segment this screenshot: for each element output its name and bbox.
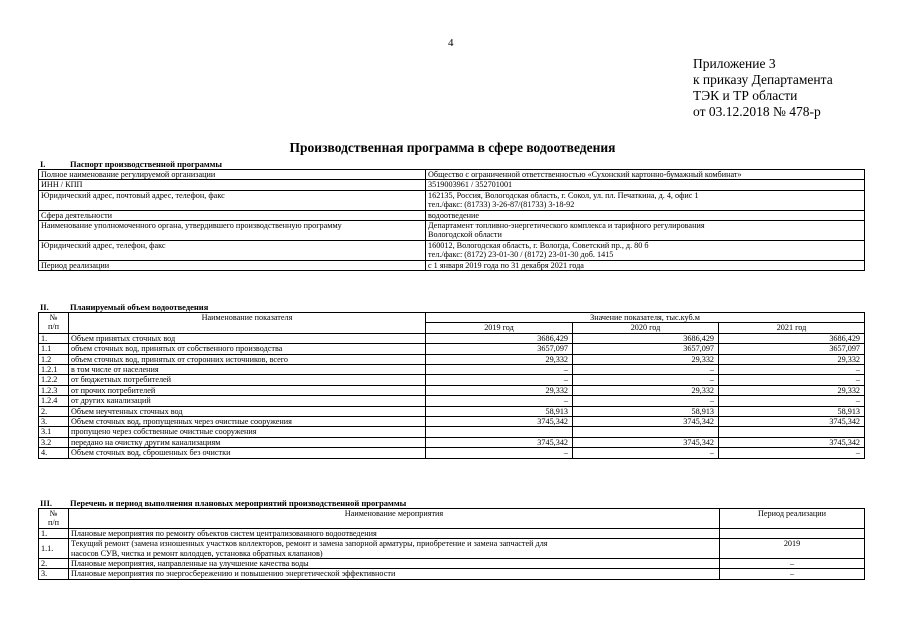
section-1-heading: [38, 159, 222, 169]
row-number: 1.2: [39, 354, 69, 364]
measure-name: Плановые мероприятия, направленные на улучшение качества воды: [69, 559, 720, 569]
value-line: 160012, Вологодская область, г. Вологда, Советский пр., д. 80 б: [428, 240, 649, 250]
value-2021: –: [719, 396, 865, 406]
measures-table: [38, 508, 865, 580]
value-2019: 3686,429: [426, 333, 573, 343]
passport-table: [38, 169, 865, 271]
row-number: 2.: [39, 406, 69, 416]
header-num-line: п/п: [47, 518, 60, 528]
row-number: 3.: [39, 417, 69, 427]
value-2019: 58,913: [426, 406, 573, 416]
appendix-line: к приказу Департамента: [693, 72, 833, 87]
row-number: 1.2.4: [39, 396, 69, 406]
value-2021: 3657,097: [719, 344, 865, 354]
appendix-line: ТЭК и ТР области: [693, 88, 798, 103]
value-2021: 3745,342: [719, 437, 865, 447]
value-2020: –: [573, 375, 719, 385]
table-row: [39, 569, 865, 579]
table-row: [39, 333, 865, 343]
header-num-line: №: [49, 509, 58, 518]
header-year: 2020 год: [573, 323, 719, 333]
value-2020: 3657,097: [573, 344, 719, 354]
table-row: [39, 260, 865, 270]
value-2021: 29,332: [719, 354, 865, 364]
passport-value: Общество с ограниченной ответственностью «Сухонский картонно-бумажный комбинат»: [426, 170, 865, 180]
header-period: Период реализации: [720, 509, 865, 529]
row-number: 1.1: [39, 344, 69, 354]
document-title: Производственная программа в сфере водоотведения: [289, 140, 616, 155]
indicator-name: Объем сточных вод, сброшенных без очистки: [69, 448, 426, 458]
passport-label: ИНН / КПП: [39, 180, 426, 190]
indicator-name: передано на очистку другим канализациям: [69, 437, 426, 447]
section-title: Перечень и период выполнения плановых мероприятий производственной программы: [70, 498, 407, 508]
measure-period: [720, 528, 865, 538]
value-2021: –: [719, 365, 865, 375]
value-2019: –: [426, 365, 573, 375]
value-2020: –: [573, 396, 719, 406]
section-title: Планируемый объем водоотведения: [70, 302, 209, 312]
section-2-heading: [38, 302, 208, 312]
value-2019: 29,332: [426, 385, 573, 395]
measure-name: [69, 539, 720, 559]
value-2021: [719, 427, 865, 437]
table-row: [39, 427, 865, 437]
table-row: [39, 437, 865, 447]
section-title: Паспорт производственной программы: [70, 159, 223, 169]
passport-value: [426, 190, 865, 210]
appendix-note: [693, 56, 833, 120]
indicator-name: Объем неучтенных сточных вод: [69, 406, 426, 416]
table-row: [39, 448, 865, 458]
value-2020: 29,332: [573, 385, 719, 395]
value-line: Вологодской области: [428, 230, 502, 240]
table-header-row: [39, 313, 865, 323]
measure-period: –: [720, 569, 865, 579]
table-row: [39, 344, 865, 354]
measure-name: Плановые мероприятия по энергосбережению и повышению энергетической эффективности: [69, 569, 720, 579]
value-2019: 3745,342: [426, 417, 573, 427]
indicator-name: Объем принятых сточных вод: [69, 333, 426, 343]
passport-label: Наименование уполномоченного органа, утвердившего производственную программу: [39, 221, 426, 241]
table-row: [39, 365, 865, 375]
header-year: 2019 год: [426, 323, 573, 333]
value-2019: –: [426, 448, 573, 458]
table-header-row: [39, 509, 865, 529]
table-row: [39, 240, 865, 260]
passport-label: Юридический адрес, почтовый адрес, телефон, факс: [39, 190, 426, 210]
indicator-name: в том числе от населения: [69, 365, 426, 375]
table-row: [39, 528, 865, 538]
row-number: 1.2.1: [39, 365, 69, 375]
measure-name: Плановые мероприятия по ремонту объектов систем централизованного водоотведения: [69, 528, 720, 538]
passport-label: Сфера деятельности: [39, 210, 426, 220]
passport-label: Период реализации: [39, 260, 426, 270]
row-number: 4.: [39, 448, 69, 458]
value-2020: –: [573, 448, 719, 458]
table-row: [39, 539, 865, 559]
row-number: 3.1: [39, 427, 69, 437]
value-2020: –: [573, 365, 719, 375]
header-num: [39, 313, 69, 334]
passport-value: [426, 240, 865, 260]
passport-value: водоотведение: [426, 210, 865, 220]
row-number: 1.: [39, 333, 69, 343]
value-2021: 3745,342: [719, 417, 865, 427]
value-2020: [573, 427, 719, 437]
value-2021: –: [719, 448, 865, 458]
section-3-heading: [38, 498, 406, 508]
indicator-name: от прочих потребителей: [69, 385, 426, 395]
measure-line: насосов СУВ, чистка и ремонт колодцев, установка обратных клапанов): [71, 548, 323, 558]
value-2019: 3657,097: [426, 344, 573, 354]
passport-value: 3519003961 / 352701001: [426, 180, 865, 190]
value-2020: 3686,429: [573, 333, 719, 343]
page-number: 4: [448, 37, 454, 49]
measure-line: Текущий ремонт (замена изношенных участков коллекторов, ремонт и замена запорной арматуры, приобретение и замена запчастей для: [71, 539, 548, 549]
indicator-name: пропущено через собственные очистные сооружения: [69, 427, 426, 437]
table-row: [39, 190, 865, 210]
header-num-line: №: [49, 313, 58, 322]
table-row: [39, 210, 865, 220]
table-row: [39, 221, 865, 241]
appendix-line: от 03.12.2018 № 478-р: [693, 104, 821, 119]
header-name: Наименование мероприятия: [69, 509, 720, 529]
table-row: [39, 375, 865, 385]
measure-period: –: [720, 559, 865, 569]
passport-value: с 1 января 2019 года по 31 декабря 2021 года: [426, 260, 865, 270]
value-2019: 29,332: [426, 354, 573, 364]
value-2021: 58,913: [719, 406, 865, 416]
indicator-name: объем сточных вод, принятых от сторонних источников, всего: [69, 354, 426, 364]
value-2019: –: [426, 396, 573, 406]
passport-label: Юридический адрес, телефон, факс: [39, 240, 426, 260]
value-2021: 3686,429: [719, 333, 865, 343]
indicator-name: от бюджетных потребителей: [69, 375, 426, 385]
value-2019: [426, 427, 573, 437]
table-row: [39, 559, 865, 569]
table-row: [39, 180, 865, 190]
indicator-name: от других канализаций: [69, 396, 426, 406]
table-row: [39, 417, 865, 427]
value-2020: 58,913: [573, 406, 719, 416]
table-row: [39, 396, 865, 406]
indicator-name: Объем сточных вод, пропущенных через очистные сооружения: [69, 417, 426, 427]
row-number: 1.2.3: [39, 385, 69, 395]
row-number: 3.2: [39, 437, 69, 447]
row-number: 3.: [39, 569, 69, 579]
section-number: I.: [40, 159, 46, 169]
header-num-line: п/п: [47, 322, 60, 332]
header-num: [39, 509, 69, 529]
row-number: 1.1.: [39, 539, 69, 559]
value-line: тел./факс: (8172) 23-01-30 / (8172) 23-01-30 доб. 1415: [428, 250, 614, 260]
volume-table: [38, 312, 865, 459]
table-row: [39, 354, 865, 364]
value-2019: –: [426, 375, 573, 385]
value-2020: 29,332: [573, 354, 719, 364]
table-row: [39, 170, 865, 180]
indicator-name: объем сточных вод, принятых от собственного производства: [69, 344, 426, 354]
table-row: [39, 385, 865, 395]
passport-label: Полное наименование регулируемой организации: [39, 170, 426, 180]
section-number: II.: [40, 302, 49, 312]
value-2021: –: [719, 375, 865, 385]
header-name: Наименование показателя: [69, 313, 426, 334]
value-line: 162135, Россия, Вологодская область, г. Сокол, ул. пл. Печаткина, д. 4, офис 1: [428, 190, 699, 200]
value-line: Департамент топливно-энергетического комплекса и тарифного регулирования: [428, 221, 705, 231]
row-number: 1.: [39, 528, 69, 538]
measure-period: 2019: [720, 539, 865, 559]
appendix-line: Приложение 3: [693, 56, 776, 71]
header-values: Значение показателя, тыс.куб.м: [426, 313, 865, 323]
value-2019: 3745,342: [426, 437, 573, 447]
value-2020: 3745,342: [573, 417, 719, 427]
value-2020: 3745,342: [573, 437, 719, 447]
section-number: III.: [40, 498, 53, 508]
value-2021: 29,332: [719, 385, 865, 395]
header-year: 2021 год: [719, 323, 865, 333]
row-number: 1.2.2: [39, 375, 69, 385]
row-number: 2.: [39, 559, 69, 569]
table-row: [39, 406, 865, 416]
value-line: тел./факс: (81733) 3-26-87/(81733) 3-18-92: [428, 200, 575, 210]
passport-value: [426, 221, 865, 241]
